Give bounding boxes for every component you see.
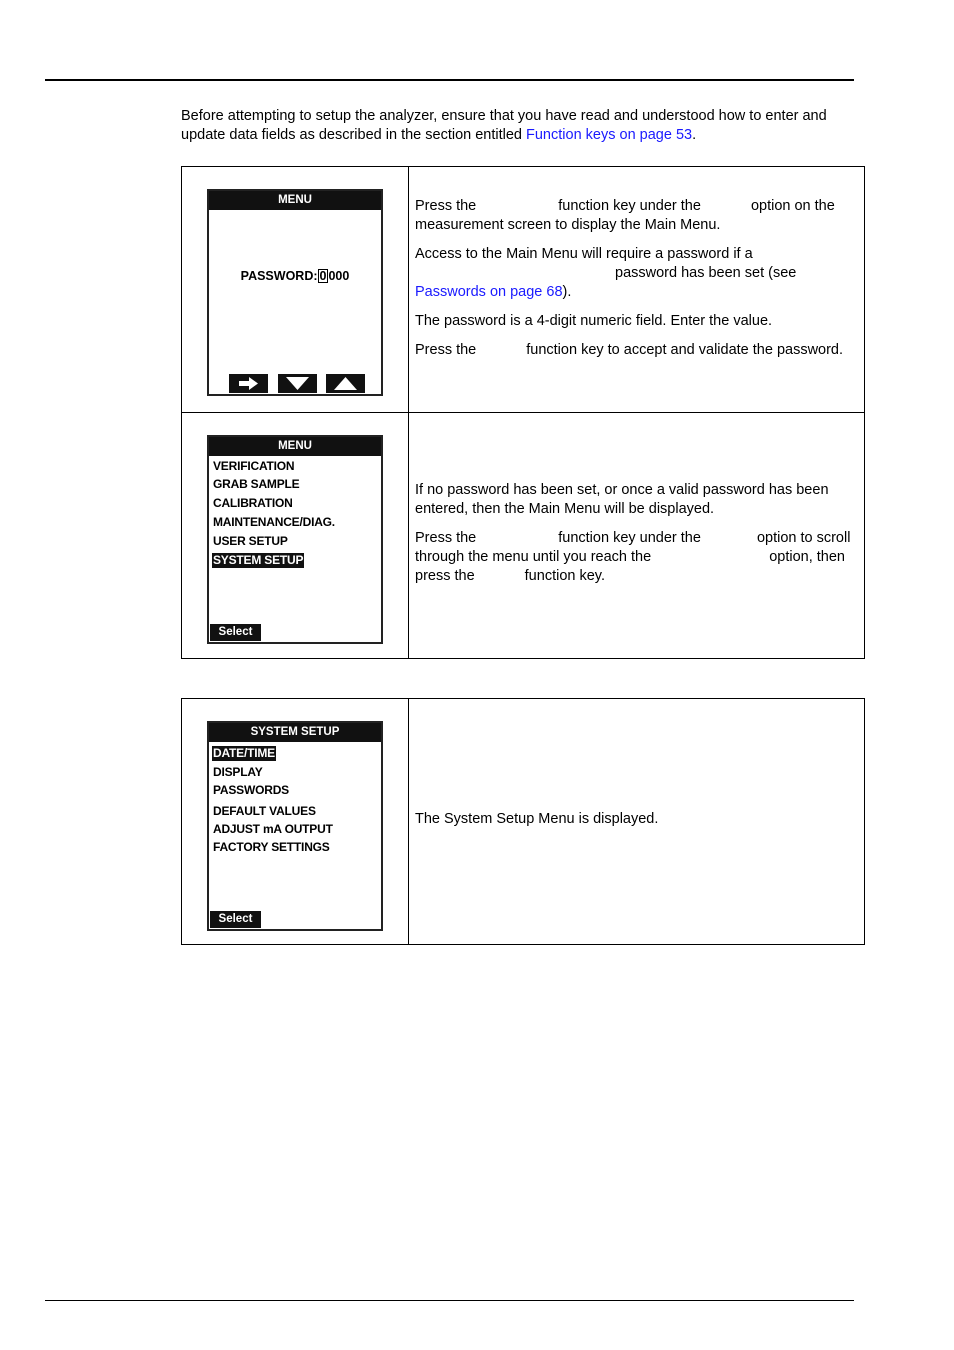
step-image-cell bbox=[182, 413, 409, 659]
header-rule bbox=[45, 79, 854, 81]
steps-table-1 bbox=[181, 166, 865, 659]
password-label: PASSWORD: bbox=[240, 269, 318, 283]
instruction-1: If no password has been set, or once a valid password has been entered, then the Main Menu will be displayed. bbox=[415, 482, 829, 517]
instruction-1: Press the function key under the option on the measurement screen to display the Main Menu. bbox=[415, 198, 835, 233]
instruction-1: The System Setup Menu is displayed. bbox=[415, 811, 659, 827]
step-text-cell bbox=[409, 167, 865, 413]
password-field bbox=[209, 269, 381, 283]
step-row-password bbox=[182, 167, 865, 413]
menu-item-grab-sample[interactable]: GRAB SAMPLE bbox=[213, 477, 300, 491]
step-image-cell bbox=[182, 699, 409, 945]
step-row-main-menu bbox=[182, 413, 865, 659]
step-row-system-setup bbox=[182, 699, 865, 945]
screen-title: SYSTEM SETUP bbox=[209, 723, 381, 742]
right-arrow-key[interactable] bbox=[229, 374, 268, 393]
step-image-cell bbox=[182, 167, 409, 413]
menu-item-calibration[interactable]: CALIBRATION bbox=[213, 496, 293, 510]
main-menu-screen bbox=[207, 435, 383, 644]
menu-item-system-setup[interactable]: SYSTEM SETUP bbox=[213, 553, 304, 567]
menu-item-display[interactable]: DISPLAY bbox=[213, 765, 263, 779]
password-screen bbox=[207, 189, 383, 396]
screen-title: MENU bbox=[209, 191, 381, 210]
intro-end: . bbox=[692, 127, 697, 143]
intro-text: Before attempting to setup the analyzer, ensure that you have read and understood how to enter and update data fields as described in the section entitled bbox=[181, 108, 827, 143]
down-arrow-key[interactable] bbox=[278, 374, 317, 393]
select-key[interactable]: Select bbox=[210, 911, 261, 928]
steps-table-2 bbox=[181, 698, 865, 945]
menu-item-user-setup[interactable]: USER SETUP bbox=[213, 534, 288, 548]
menu-item-factory-settings[interactable]: FACTORY SETTINGS bbox=[213, 840, 330, 854]
menu-item-adjust-ma-output[interactable]: ADJUST mA OUTPUT bbox=[213, 822, 333, 836]
passwords-link[interactable]: Passwords on page 68 bbox=[415, 284, 563, 300]
step-text-cell bbox=[409, 699, 865, 945]
footer-rule bbox=[45, 1300, 854, 1301]
down-arrow-icon bbox=[278, 374, 317, 393]
instruction-2: Press the function key under the option to scroll through the menu until you reach the option, then press the function key. bbox=[415, 530, 851, 584]
up-arrow-key[interactable] bbox=[326, 374, 365, 393]
step-text-cell bbox=[409, 413, 865, 659]
menu-item-verification[interactable]: VERIFICATION bbox=[213, 459, 295, 473]
screen-title: MENU bbox=[209, 437, 381, 456]
instruction-2: Access to the Main Menu will require a password if apassword has been set (see Passwords on page 68). bbox=[415, 246, 797, 300]
menu-item-passwords[interactable]: PASSWORDS bbox=[213, 783, 289, 797]
intro-paragraph bbox=[181, 107, 861, 145]
password-digits: 000 bbox=[328, 269, 350, 283]
function-keys bbox=[229, 374, 365, 393]
menu-item-date-time[interactable]: DATE/TIME bbox=[213, 746, 275, 760]
up-arrow-icon bbox=[326, 374, 365, 393]
instruction-3: The password is a 4-digit numeric field. Enter the value. bbox=[415, 313, 773, 329]
select-key[interactable]: Select bbox=[210, 624, 261, 641]
right-arrow-icon bbox=[229, 374, 268, 393]
instruction-4: Press the function key to accept and validate the password. bbox=[415, 342, 844, 358]
function-keys-link[interactable]: Function keys on page 53 bbox=[526, 127, 693, 143]
password-cursor: 0 bbox=[319, 269, 327, 283]
menu-item-maintenance[interactable]: MAINTENANCE/DIAG. bbox=[213, 515, 335, 529]
menu-item-default-values[interactable]: DEFAULT VALUES bbox=[213, 804, 316, 818]
system-setup-screen bbox=[207, 721, 383, 931]
